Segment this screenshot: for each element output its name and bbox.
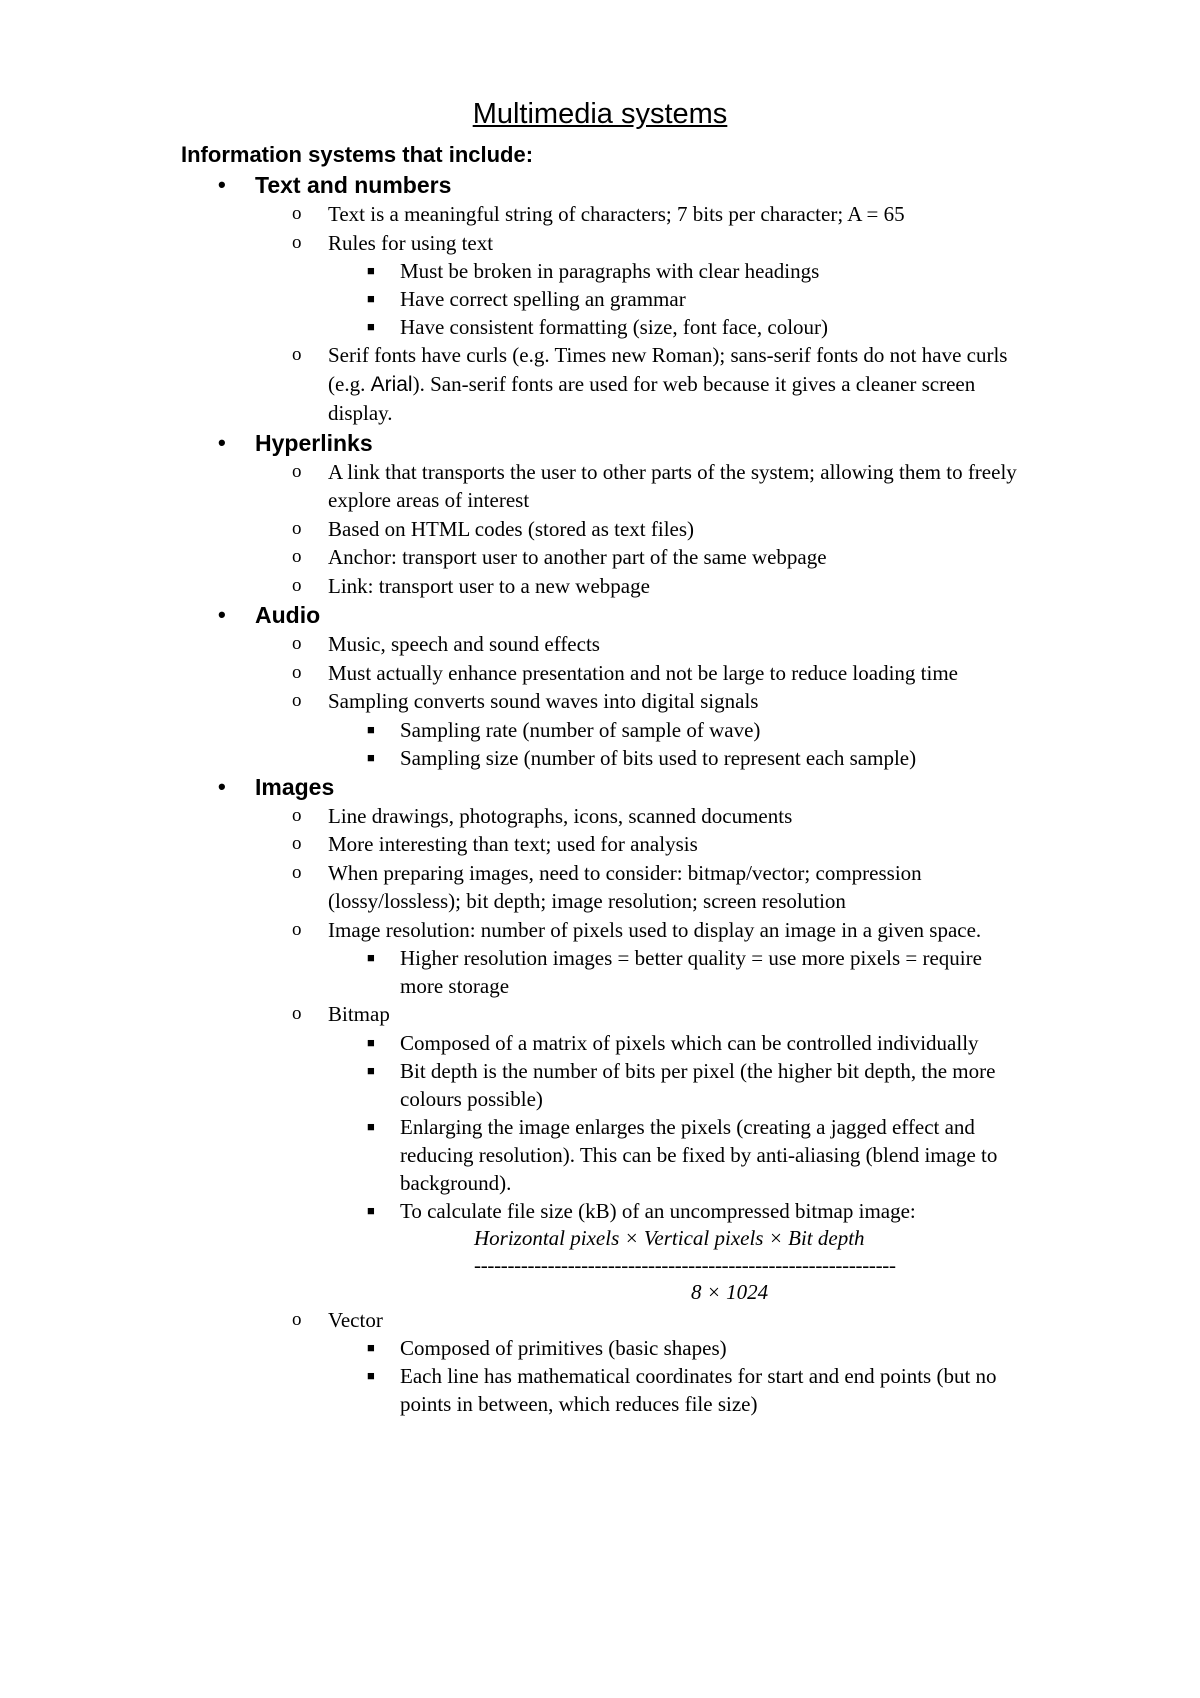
list-item-text: Music, speech and sound effects bbox=[328, 632, 600, 656]
list-item-text: Link: transport user to a new webpage bbox=[328, 573, 650, 598]
section-heading-text bbox=[0, 170, 1200, 200]
section-heading-label: Audio bbox=[255, 602, 321, 628]
list-item-text: Enlarging the image enlarges the pixels (creating a jagged effect and reducing resolution). This can be fixed by anti-aliasing (blend image to background). bbox=[400, 1114, 998, 1195]
square-marker: ■ bbox=[367, 1340, 375, 1355]
section-heading-label: Text and numbers bbox=[255, 172, 452, 198]
list-item-text: Must be broken in paragraphs with clear headings bbox=[400, 259, 820, 283]
list-item-text: Rules for using text bbox=[328, 230, 494, 255]
formula-fraction-line: --------------------------------------------------------------- bbox=[474, 1252, 896, 1277]
square-marker: ■ bbox=[367, 1062, 375, 1078]
page-title: Multimedia systems bbox=[472, 98, 728, 130]
sub-list-item bbox=[0, 1057, 1030, 1113]
square-marker: ■ bbox=[367, 749, 375, 765]
list-item bbox=[0, 859, 1028, 916]
list-item-text: Sampling rate (number of sample of wave) bbox=[400, 717, 761, 742]
square-marker: ■ bbox=[367, 263, 375, 278]
list-item bbox=[0, 458, 1028, 515]
sub-list-item bbox=[0, 313, 1030, 341]
section-heading-audio bbox=[0, 600, 1200, 630]
list-item bbox=[0, 229, 1028, 258]
circle-marker: o bbox=[292, 861, 302, 883]
circle-marker: o bbox=[292, 574, 302, 596]
list-item-text: Sampling size (number of bits used to represent each sample) bbox=[400, 745, 917, 770]
list-item-text: ). San-serif fonts are used for web because it gives a cleaner screen display. bbox=[328, 371, 976, 425]
circle-marker: o bbox=[292, 203, 302, 224]
list-item-text: Higher resolution images = better quality = use more pixels = require more storage bbox=[400, 946, 982, 998]
circle-marker: o bbox=[292, 1308, 302, 1330]
list-item bbox=[0, 630, 1028, 659]
notes-content bbox=[0, 170, 1200, 1418]
circle-marker: o bbox=[292, 690, 302, 711]
circle-marker: o bbox=[292, 546, 302, 567]
list-item-text: Have consistent formatting (size, font face, colour) bbox=[400, 315, 829, 339]
sub-list-item bbox=[0, 1029, 1030, 1057]
bullet-marker: • bbox=[218, 773, 226, 799]
list-item bbox=[0, 572, 1028, 601]
circle-marker: o bbox=[292, 1003, 302, 1024]
list-item bbox=[0, 515, 1028, 544]
list-item-text: Text is a meaningful string of characters; 7 bits per character; A = 65 bbox=[328, 202, 905, 226]
list-item-text: Based on HTML codes (stored as text files) bbox=[328, 516, 695, 541]
square-marker: ■ bbox=[367, 291, 375, 306]
list-item-text: Sampling converts sound waves into digital signals bbox=[328, 689, 759, 713]
circle-marker: o bbox=[292, 231, 302, 253]
section-heading-images bbox=[0, 772, 1200, 802]
list-item-text: Composed of primitives (basic shapes) bbox=[400, 1336, 727, 1360]
circle-marker: o bbox=[292, 804, 302, 826]
sub-list-item bbox=[0, 744, 1030, 772]
sub-list-item bbox=[0, 285, 1030, 313]
list-item-text: Have correct spelling an grammar bbox=[400, 287, 686, 311]
formula-denominator: 8 × 1024 bbox=[691, 1279, 769, 1304]
square-marker: ■ bbox=[367, 1202, 375, 1218]
circle-marker: o bbox=[292, 344, 302, 365]
list-item-text: When preparing images, need to consider: bitmap/vector; compression (lossy/lossless); bit depth; image resolution; screen resolution bbox=[328, 860, 922, 913]
list-item bbox=[0, 341, 1028, 428]
list-item-text: Must actually enhance presentation and not be large to reduce loading time bbox=[328, 660, 958, 685]
formula-numerator: Horizontal pixels × Vertical pixels × Bit depth bbox=[474, 1225, 865, 1250]
list-item-text: Bitmap bbox=[328, 1002, 390, 1026]
circle-marker: o bbox=[292, 460, 302, 482]
circle-marker: o bbox=[292, 833, 302, 854]
list-item-text: Line drawings, photographs, icons, scanned documents bbox=[328, 803, 793, 828]
list-item-text: Composed of a matrix of pixels which can be controlled individually bbox=[400, 1030, 979, 1055]
list-item bbox=[0, 830, 1028, 859]
list-item-text: More interesting than text; used for analysis bbox=[328, 832, 698, 856]
arial-sample-text: Arial bbox=[370, 372, 413, 396]
list-item bbox=[0, 659, 1028, 688]
list-item-text: Anchor: transport user to another part of the same webpage bbox=[328, 545, 827, 569]
square-marker: ■ bbox=[367, 1034, 375, 1050]
sub-list-item bbox=[0, 1197, 1030, 1225]
list-item bbox=[0, 1000, 1028, 1029]
square-marker: ■ bbox=[367, 721, 375, 737]
sub-list-item bbox=[0, 716, 1030, 744]
list-item-text: Serif fonts have curls (e.g. Times new Roman); sans-serif fonts do not have curls (e.g. bbox=[328, 343, 1008, 396]
circle-marker: o bbox=[292, 661, 302, 683]
list-item-text: Vector bbox=[328, 1307, 383, 1332]
list-item bbox=[0, 200, 1028, 229]
section-heading-label: Hyperlinks bbox=[255, 429, 373, 456]
sub-list-item bbox=[0, 1362, 1030, 1418]
sub-list-item bbox=[0, 1334, 1030, 1362]
list-item-text: Each line has mathematical coordinates for start and end points (but no points in between, which reduces file size) bbox=[400, 1364, 997, 1416]
list-item-text: Image resolution: number of pixels used to display an image in a given space. bbox=[328, 917, 982, 942]
page-subtitle: Information systems that include: bbox=[181, 142, 534, 167]
sub-list-item bbox=[0, 1113, 1030, 1197]
sub-list-item bbox=[0, 944, 1030, 1000]
square-marker: ■ bbox=[367, 1368, 375, 1383]
square-marker: ■ bbox=[367, 319, 375, 334]
list-item bbox=[0, 916, 1028, 945]
list-item bbox=[0, 802, 1028, 831]
circle-marker: o bbox=[292, 918, 302, 940]
list-item bbox=[0, 543, 1028, 572]
list-item bbox=[0, 1306, 1028, 1335]
list-item-text: Bit depth is the number of bits per pixel (the higher bit depth, the more colours possible) bbox=[400, 1058, 996, 1111]
list-item-text: A link that transports the user to other parts of the system; allowing them to freely explore areas of interest bbox=[328, 459, 1017, 512]
bullet-marker: • bbox=[218, 172, 226, 197]
bullet-marker: • bbox=[218, 602, 226, 627]
section-heading-label: Images bbox=[255, 773, 335, 800]
square-marker: ■ bbox=[367, 950, 375, 965]
circle-marker: o bbox=[292, 517, 302, 539]
square-marker: ■ bbox=[367, 1118, 375, 1134]
circle-marker: o bbox=[292, 633, 302, 654]
bullet-marker: • bbox=[218, 429, 226, 455]
list-item-text: To calculate file size (kB) of an uncompressed bitmap image: bbox=[400, 1198, 916, 1223]
section-heading-hyperlinks bbox=[0, 428, 1200, 458]
sub-list-item bbox=[0, 257, 1030, 285]
list-item bbox=[0, 687, 1028, 716]
